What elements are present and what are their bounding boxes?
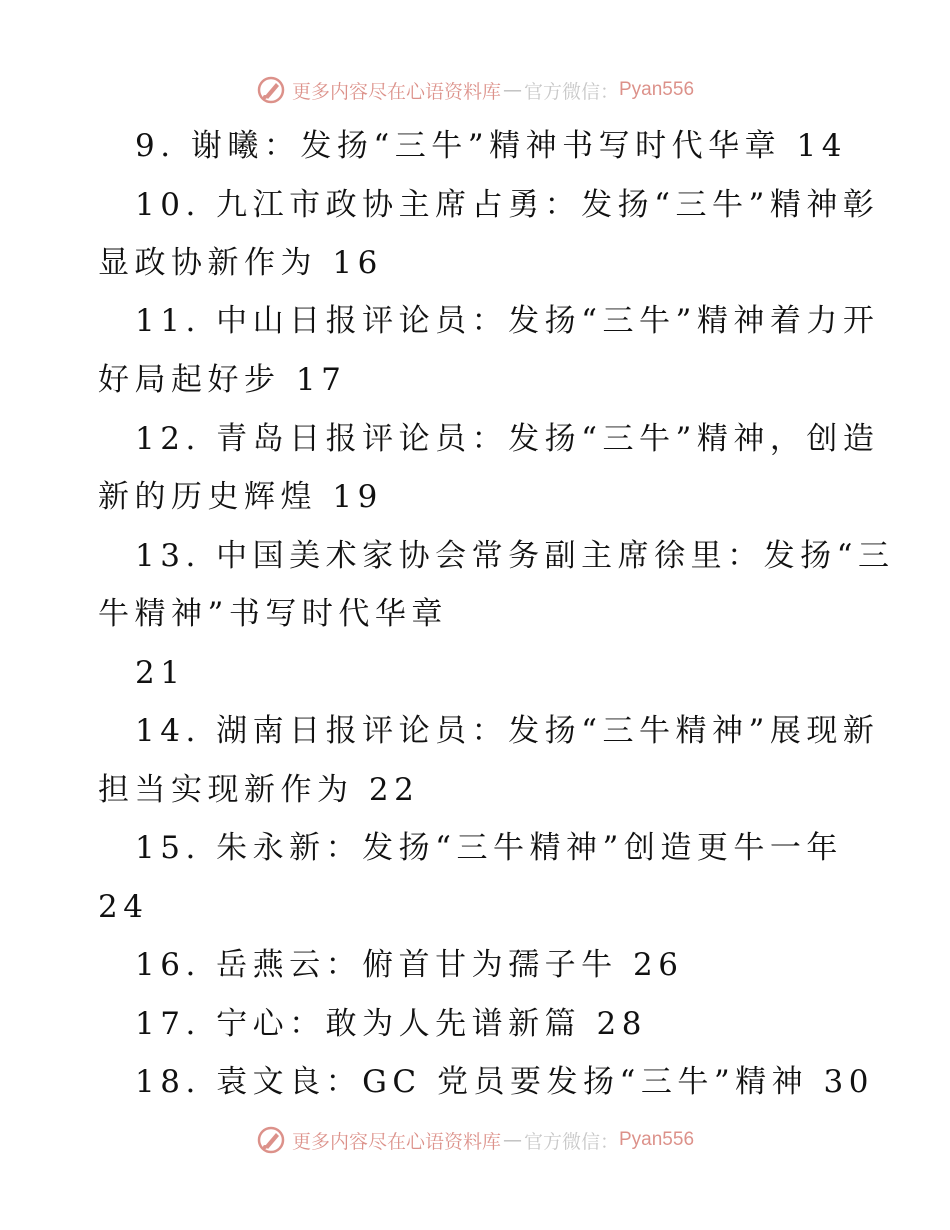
toc-entry-14: 14. 湖南日报评论员：发扬“三牛精神”展现新 [135, 713, 880, 749]
toc-entry-11-cont: 好局起好步 17 [98, 362, 347, 398]
watermark-label: 官方微信： [523, 1130, 619, 1153]
pen-seal-icon [256, 75, 286, 105]
toc-entry-13-cont: 牛精神”书写时代华章 [98, 596, 448, 632]
toc-entry-14-cont: 担当实现新作为 22 [98, 772, 420, 808]
toc-entry-9: 9. 谢曦：发扬“三牛”精神书写时代华章 14 [135, 128, 847, 164]
watermark-label: 官方微信： [523, 80, 619, 103]
watermark-id: Pyan556 [619, 79, 695, 100]
watermark-text: 更多内容尽在心语资料库 [291, 80, 501, 103]
header-watermark [0, 72, 950, 108]
watermark-text: 更多内容尽在心语资料库 [291, 1130, 501, 1153]
watermark-separator: — [502, 79, 522, 101]
watermark-id: Pyan556 [619, 1129, 695, 1150]
toc-entry-15: 15. 朱永新：发扬“三牛精神”创造更牛一年 [135, 830, 843, 866]
toc-entry-12-cont: 新的历史辉煌 19 [98, 479, 383, 515]
toc-entry-10: 10. 九江市政协主席占勇：发扬“三牛”精神彰 [135, 187, 880, 223]
toc-entry-13: 13. 中国美术家协会常务副主席徐里：发扬“三 [135, 538, 895, 574]
toc-entry-16: 16. 岳燕云：俯首甘为孺子牛 26 [135, 947, 684, 983]
pen-seal-icon [256, 1125, 286, 1155]
watermark-separator: — [502, 1129, 522, 1151]
footer-watermark [0, 1122, 950, 1158]
toc-entry-15-page: 24 [98, 889, 149, 925]
toc-entry-17: 17. 宁心：敢为人先谱新篇 28 [135, 1006, 647, 1042]
toc-entry-12: 12. 青岛日报评论员：发扬“三牛”精神，创造 [135, 421, 880, 457]
toc-entry-13-page: 21 [135, 655, 186, 691]
toc-entry-18: 18. 袁文良：GC 党员要发扬“三牛”精神 30 [135, 1064, 874, 1100]
toc-entry-10-cont: 显政协新作为 16 [98, 245, 383, 281]
toc-entry-11: 11. 中山日报评论员：发扬“三牛”精神着力开 [135, 303, 880, 339]
